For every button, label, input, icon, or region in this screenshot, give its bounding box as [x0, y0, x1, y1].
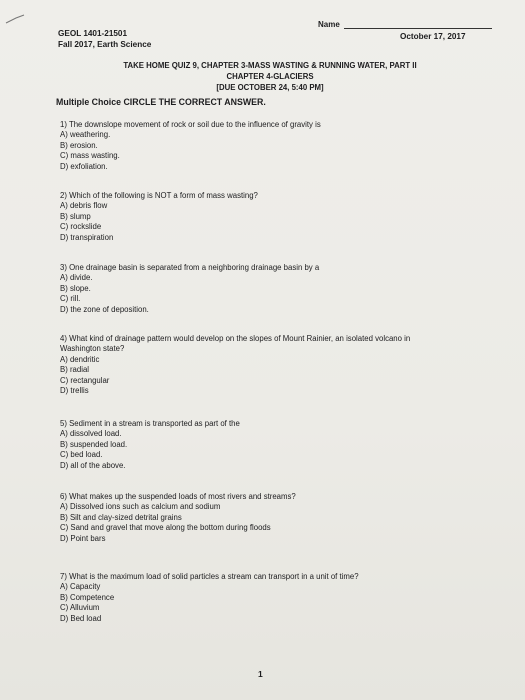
course-code: GEOL 1401-21501: [58, 29, 128, 38]
option-d: D) exfoliation.: [60, 161, 108, 171]
question-stem: 1) The downslope movement of rock or soil due to the influence of gravity is: [60, 120, 321, 129]
option-b: B) slump: [60, 211, 91, 221]
option-b: B) suspended load.: [60, 439, 128, 449]
option-b: B) erosion.: [60, 140, 98, 150]
option-c: C) Sand and gravel that move along the bottom during floods: [60, 523, 271, 533]
option-d: D) the zone of deposition.: [60, 304, 149, 314]
option-a: A) dendritic: [60, 354, 100, 364]
option-c: C) rectangular: [60, 375, 110, 385]
course-term: Fall 2017, Earth Science: [58, 40, 152, 49]
quiz-title: [110, 60, 430, 93]
quiz-date: October 17, 2017: [400, 32, 466, 41]
option-a: A) divide.: [60, 273, 93, 283]
question-1: [60, 120, 470, 172]
option-a: A) Dissolved ions such as calcium and sodium: [60, 502, 221, 512]
question-2: [60, 191, 470, 243]
option-d: D) all of the above.: [60, 460, 126, 470]
title-line-2: CHAPTER 4-GLACIERS: [226, 72, 314, 81]
name-field: [318, 20, 492, 29]
option-c: C) rill.: [60, 294, 81, 304]
title-line-1: TAKE HOME QUIZ 9, CHAPTER 3-MASS WASTING & RUNNING WATER, PART II: [123, 61, 417, 70]
option-b: B) slope.: [60, 283, 91, 293]
option-c: C) Alluvium: [60, 603, 100, 613]
question-4: [60, 334, 470, 396]
option-d: D) Bed load: [60, 613, 102, 623]
question-6: [60, 492, 470, 544]
option-d: D) trellis: [60, 386, 89, 396]
question-stem: 4) What kind of drainage pattern would develop on the slopes of Mount Rainier, an isolated volcano in: [60, 334, 411, 343]
question-5: [60, 419, 470, 471]
option-d: D) transpiration: [60, 232, 114, 242]
option-c: C) mass wasting.: [60, 151, 120, 161]
instructions: Multiple Choice CIRCLE THE CORRECT ANSWER.: [56, 97, 266, 107]
question-3: [60, 263, 470, 315]
option-c: C) rockslide: [60, 222, 102, 232]
option-b: B) radial: [60, 365, 90, 375]
option-a: A) dissolved load.: [60, 429, 122, 439]
option-b: B) Silt and clay-sized detrital grains: [60, 512, 182, 522]
question-stem: 2) Which of the following is NOT a form of mass wasting?: [60, 191, 258, 200]
pencil-mark: [4, 14, 26, 24]
page-number: 1: [258, 669, 263, 679]
question-stem-continued: Washington state?: [60, 344, 125, 354]
option-c: C) bed load.: [60, 450, 103, 460]
option-a: A) Capacity: [60, 582, 101, 592]
question-7: [60, 572, 470, 624]
option-b: B) Competence: [60, 592, 115, 602]
course-info: [58, 28, 151, 50]
name-blank-line: [344, 20, 492, 29]
question-stem: 3) One drainage basin is separated from a neighboring drainage basin by a: [60, 263, 320, 272]
name-label: Name: [318, 20, 340, 29]
option-a: A) debris flow: [60, 201, 108, 211]
question-stem: 5) Sediment in a stream is transported as part of the: [60, 419, 240, 428]
question-stem: 7) What is the maximum load of solid particles a stream can transport in a unit of time?: [60, 572, 359, 581]
option-d: D) Point bars: [60, 533, 106, 543]
question-stem: 6) What makes up the suspended loads of most rivers and streams?: [60, 492, 296, 501]
option-a: A) weathering.: [60, 130, 111, 140]
title-line-3: [DUE OCTOBER 24, 5:40 PM]: [216, 83, 324, 92]
